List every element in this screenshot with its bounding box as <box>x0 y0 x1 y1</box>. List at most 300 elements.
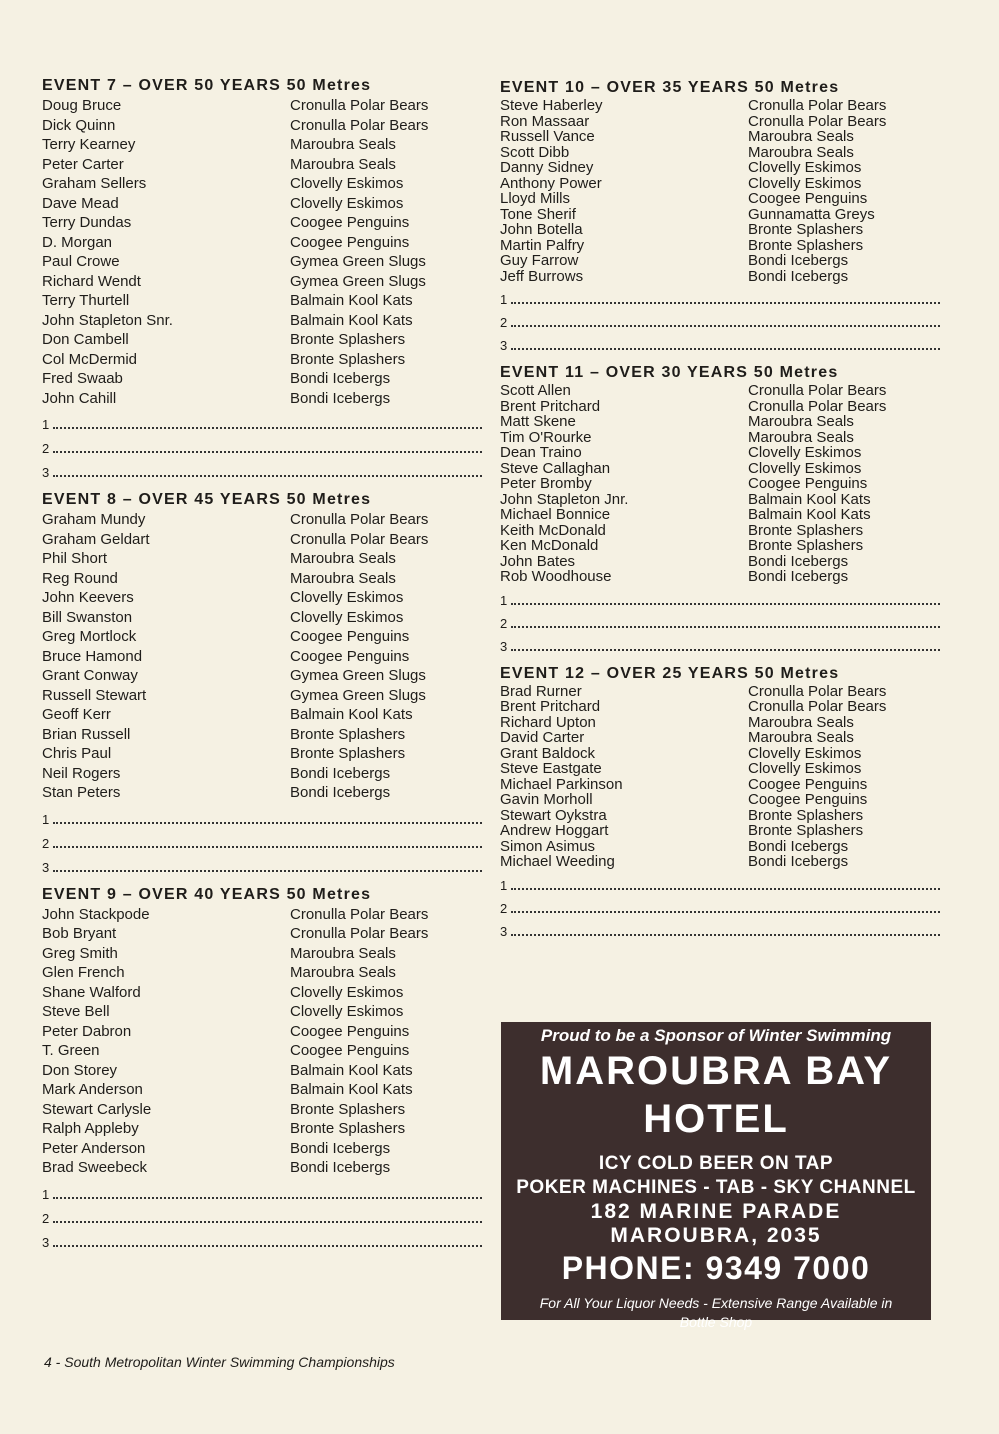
entrant-row <box>42 1002 482 1022</box>
entrant-row <box>500 269 940 285</box>
entrant-club: Bronte Splashers <box>748 222 864 238</box>
placing-line <box>500 307 940 330</box>
entrant-row <box>500 253 940 269</box>
entrant-row <box>500 554 940 570</box>
placing-line <box>500 870 940 893</box>
placing-blank <box>53 845 482 848</box>
entrant-name: Don Cambell <box>42 331 129 348</box>
entrant-club: Balmain Kool Kats <box>290 706 413 723</box>
entrant-row <box>42 744 482 764</box>
ad-phone: PHONE: 9349 7000 <box>561 1250 871 1286</box>
entrant-club: Balmain Kool Kats <box>290 1081 413 1098</box>
entrant-name: Doug Bruce <box>42 97 122 114</box>
entrant-name: Geoff Kerr <box>42 706 111 723</box>
entrant-name: David Carter <box>500 730 585 746</box>
entrant-row <box>500 746 940 762</box>
entrant-name: Peter Carter <box>42 155 124 173</box>
hotel-advertisement <box>501 1022 931 1330</box>
entrant-club: Coogee Penguins <box>748 191 868 207</box>
entrant-club: Clovelly Eskimos <box>290 1003 404 1020</box>
entrant-club: Gymea Green Slugs <box>290 253 426 270</box>
entrant-club: Maroubra Seals <box>290 155 396 173</box>
entrant-club: Cronulla Polar Bears <box>290 511 429 528</box>
entrant-name: Grant Baldock <box>500 745 596 761</box>
entrant-row <box>500 854 940 870</box>
entrant-name: Danny Sidney <box>500 160 594 176</box>
entrant-club: Clovelly Eskimos <box>290 608 404 626</box>
entrant-club: Bronte Splashers <box>748 807 864 823</box>
entrant-club: Maroubra Seals <box>290 964 396 981</box>
entrant-name: Graham Mundy <box>42 511 146 528</box>
event-section <box>42 76 482 480</box>
entrant-row <box>42 1041 482 1061</box>
entrant-row <box>42 389 482 409</box>
entrant-club: Coogee Penguins <box>290 647 410 665</box>
entrant-name: John Botella <box>500 222 583 238</box>
entrant-club: Coogee Penguins <box>290 233 410 251</box>
ad-hotel-name-line1: MAROUBRA BAY <box>539 1049 893 1093</box>
entrant-name: Keith McDonald <box>500 522 606 538</box>
entrant-row <box>42 116 482 136</box>
event-title: EVENT 8 – OVER 45 YEARS 50 Metres <box>42 491 372 508</box>
entrant-name: Brad Rurner <box>500 683 582 699</box>
placing-line <box>42 432 482 456</box>
entrant-name: Michael Weeding <box>500 854 615 870</box>
entrant-club: Maroubra Seals <box>748 714 854 730</box>
entrant-row <box>500 191 940 207</box>
entrant-name: Ralph Appleby <box>42 1120 139 1137</box>
entrant-name: Russell Stewart <box>42 686 147 704</box>
placing-line <box>500 330 940 353</box>
entrant-club: Clovelly Eskimos <box>290 589 404 606</box>
entrant-name: John Stapleton Jnr. <box>500 491 629 507</box>
entrant-name: Steve Eastgate <box>500 761 602 777</box>
entrant-club: Maroubra Seals <box>290 944 396 962</box>
placing-blank <box>511 347 940 350</box>
entrant-name: Gavin Morholl <box>500 792 593 808</box>
entrant-club: Coogee Penguins <box>290 1022 410 1040</box>
placing-line <box>42 1202 482 1226</box>
event-title: EVENT 9 – OVER 40 YEARS 50 Metres <box>42 885 372 903</box>
placing-number: 1 <box>500 592 508 608</box>
entrant-name: T. Green <box>42 1042 100 1059</box>
entrant-name: Terry Dundas <box>42 214 132 231</box>
entrant-row <box>500 808 940 824</box>
ad-footnote: For All Your Liquor Needs - Extensive Range Available in Bottle Shop <box>539 1295 893 1330</box>
entrant-club: Bondi Icebergs <box>748 253 849 269</box>
entrant-club: Cronulla Polar Bears <box>290 905 429 923</box>
entrant-row <box>42 686 482 706</box>
entrant-row <box>500 399 940 415</box>
entrant-club: Cronulla Polar Bears <box>748 98 887 114</box>
entrant-row <box>42 510 482 530</box>
entrant-name: Greg Smith <box>42 944 118 962</box>
entrant-name: Steve Haberley <box>500 98 603 114</box>
entrant-row <box>42 194 482 214</box>
placing-number: 3 <box>42 1234 50 1250</box>
entrant-row <box>42 725 482 745</box>
ad-services-line: POKER MACHINES - TAB - SKY CHANNEL <box>516 1177 916 1198</box>
event-gap <box>42 480 482 490</box>
entrant-club: Maroubra Seals <box>748 144 854 160</box>
entrant-name: John Keevers <box>42 589 134 606</box>
entrant-row <box>500 792 940 808</box>
entrant-name: Anthony Power <box>500 175 602 191</box>
entrant-club: Cronulla Polar Bears <box>748 683 887 699</box>
entrant-name: Stan Peters <box>42 784 121 801</box>
entrant-row <box>42 135 482 155</box>
entrant-row <box>500 129 940 145</box>
entrant-row <box>42 155 482 175</box>
event-section <box>42 490 482 875</box>
placing-number: 3 <box>500 338 508 353</box>
entrant-name: Guy Farrow <box>500 253 579 269</box>
entrant-row <box>500 492 940 508</box>
entrant-name: Col McDermid <box>42 350 138 368</box>
entrant-row <box>42 905 482 925</box>
entrant-row <box>500 430 940 446</box>
entrant-name: John Stapleton Snr. <box>42 311 173 329</box>
entrant-row <box>500 383 940 399</box>
entrant-name: D. Morgan <box>42 233 113 251</box>
entrant-club: Coogee Penguins <box>290 1042 410 1059</box>
placing-blank <box>53 1196 482 1199</box>
entrant-club: Bondi Icebergs <box>290 1139 391 1157</box>
placing-line <box>42 1178 482 1202</box>
entrant-row <box>42 1139 482 1159</box>
entrant-club: Gunnamatta Greys <box>748 206 875 222</box>
placing-number: 2 <box>500 615 508 631</box>
event-title: EVENT 10 – OVER 35 YEARS 50 Metres <box>500 79 840 96</box>
entrant-club: Bondi Icebergs <box>748 553 849 569</box>
entrant-row <box>500 730 940 746</box>
placing-number: 3 <box>500 923 508 939</box>
entrant-row <box>42 350 482 370</box>
event-gap <box>500 353 940 363</box>
placing-number: 1 <box>500 292 508 307</box>
entrant-name: Richard Upton <box>500 714 596 730</box>
placing-blank <box>53 474 482 477</box>
entrant-name: Russell Vance <box>500 129 595 145</box>
entrant-club: Cronulla Polar Bears <box>290 925 429 942</box>
entrant-club: Clovelly Eskimos <box>748 160 862 176</box>
entrant-club: Maroubra Seals <box>748 429 854 445</box>
entrant-row <box>500 98 940 114</box>
entrant-row <box>42 1080 482 1100</box>
entrant-club: Cronulla Polar Bears <box>748 398 887 414</box>
entrant-club: Bondi Icebergs <box>290 389 391 407</box>
placing-line <box>500 284 940 307</box>
entrant-club: Cronulla Polar Bears <box>748 113 887 129</box>
entrant-row <box>500 238 940 254</box>
placing-blank <box>511 648 940 651</box>
entrant-name: Tim O'Rourke <box>500 429 592 445</box>
placing-blank <box>511 324 940 327</box>
entrant-name: Dick Quinn <box>42 116 116 134</box>
event-gap <box>42 875 482 885</box>
entrant-name: Terry Kearney <box>42 136 136 153</box>
entrant-row <box>500 715 940 731</box>
entrant-row <box>42 1100 482 1120</box>
entrant-club: Bondi Icebergs <box>748 268 849 284</box>
placing-line <box>42 408 482 432</box>
event-title: EVENT 12 – OVER 25 YEARS 50 Metres <box>500 664 840 682</box>
entrant-club: Balmain Kool Kats <box>748 507 871 523</box>
entrant-club: Bronte Splashers <box>290 745 406 762</box>
entrant-name: Ron Massaar <box>500 113 590 129</box>
placing-blank <box>53 426 482 429</box>
entrant-row <box>42 627 482 647</box>
entrant-club: Bronte Splashers <box>748 522 864 538</box>
entrant-row <box>500 445 940 461</box>
entrant-club: Gymea Green Slugs <box>290 686 426 704</box>
entrant-row <box>42 272 482 292</box>
entrant-club: Bronte Splashers <box>748 538 864 554</box>
entrant-row <box>42 330 482 350</box>
entrant-club: Bondi Icebergs <box>290 784 391 801</box>
entrant-name: Stewart Oykstra <box>500 807 607 823</box>
entrant-club: Balmain Kool Kats <box>290 1061 413 1079</box>
placing-blank <box>511 933 940 936</box>
entrant-name: Fred Swaab <box>42 370 123 387</box>
ad-hotel-name-line2: HOTEL <box>643 1097 789 1141</box>
entrant-row <box>500 569 940 585</box>
entrant-name: Andrew Hoggart <box>500 823 609 839</box>
placing-blank <box>511 887 940 890</box>
placing-blank <box>511 910 940 913</box>
entrant-row <box>500 145 940 161</box>
entrant-row <box>500 538 940 554</box>
entrant-name: Neil Rogers <box>42 764 121 782</box>
entrant-club: Bronte Splashers <box>748 237 864 253</box>
entrant-row <box>42 96 482 116</box>
entrant-row <box>500 523 940 539</box>
entrant-name: Ken McDonald <box>500 538 599 554</box>
entrant-club: Maroubra Seals <box>748 129 854 145</box>
event-title: EVENT 11 – OVER 30 YEARS 50 Metres <box>500 364 839 381</box>
placing-blank <box>53 1244 482 1247</box>
entrant-row <box>42 233 482 253</box>
placing-line <box>500 916 940 939</box>
entrant-name: Lloyd Mills <box>500 191 571 207</box>
entrant-club: Maroubra Seals <box>290 550 396 567</box>
entrant-club: Bronte Splashers <box>290 725 406 743</box>
entrant-name: Bob Bryant <box>42 925 117 942</box>
event-section <box>42 885 482 1250</box>
entrant-club: Balmain Kool Kats <box>748 491 871 507</box>
entrant-name: Brent Pritchard <box>500 398 601 414</box>
placing-blank <box>53 450 482 453</box>
entrant-name: Michael Bonnice <box>500 507 611 523</box>
entrant-club: Coogee Penguins <box>290 628 410 645</box>
entrant-club: Cronulla Polar Bears <box>748 383 887 399</box>
entrant-club: Clovelly Eskimos <box>748 175 862 191</box>
event-section <box>500 363 940 654</box>
placing-number: 2 <box>500 900 508 916</box>
entrant-club: Bondi Icebergs <box>748 838 849 854</box>
entrant-row <box>42 608 482 628</box>
entrant-name: John Stackpode <box>42 905 150 923</box>
placing-line <box>500 893 940 916</box>
entrant-name: John Bates <box>500 553 576 569</box>
placing-blank <box>511 625 940 628</box>
entrant-club: Coogee Penguins <box>748 476 868 492</box>
entrant-row <box>42 569 482 589</box>
entrant-row <box>42 783 482 803</box>
entrant-row <box>42 213 482 233</box>
entrant-row <box>42 705 482 725</box>
placing-number: 1 <box>42 1186 50 1202</box>
entrant-row <box>42 1061 482 1081</box>
entrant-row <box>500 699 940 715</box>
entrant-club: Maroubra Seals <box>748 414 854 430</box>
entrant-row <box>42 666 482 686</box>
entrant-row <box>500 114 940 130</box>
ad-beer-line: ICY COLD BEER ON TAP <box>598 1153 834 1174</box>
entrant-name: Shane Walford <box>42 983 141 1001</box>
placing-number: 3 <box>42 859 50 875</box>
entrant-name: Martin Palfry <box>500 237 585 253</box>
placing-line <box>500 608 940 631</box>
entrant-row <box>42 1022 482 1042</box>
entrant-club: Bondi Icebergs <box>290 764 391 782</box>
entrant-row <box>500 777 940 793</box>
entrant-name: Scott Allen <box>500 383 571 399</box>
placing-blank <box>53 1220 482 1223</box>
entrant-name: Matt Skene <box>500 414 576 430</box>
placing-line <box>42 803 482 827</box>
ad-tagline: Proud to be a Sponsor of Winter Swimming <box>540 1026 892 1045</box>
entrant-name: Reg Round <box>42 569 118 587</box>
entrant-name: Brian Russell <box>42 725 131 743</box>
entrant-name: Dean Traino <box>500 445 582 461</box>
entrant-club: Coogee Penguins <box>290 214 410 231</box>
placing-number: 1 <box>42 417 50 432</box>
entrant-name: Graham Sellers <box>42 175 147 192</box>
placing-blank <box>511 602 940 605</box>
entrant-club: Bronte Splashers <box>748 823 864 839</box>
entrant-row <box>42 764 482 784</box>
entrant-club: Cronulla Polar Bears <box>748 699 887 715</box>
entrant-name: Chris Paul <box>42 745 112 762</box>
event-gap <box>500 654 940 664</box>
entrant-club: Clovelly Eskimos <box>748 445 862 461</box>
entrant-row <box>500 823 940 839</box>
entrant-name: Bill Swanston <box>42 608 133 626</box>
entrant-row <box>42 983 482 1003</box>
entrant-club: Bondi Icebergs <box>748 854 849 870</box>
entrant-row <box>42 588 482 608</box>
entrant-club: Cronulla Polar Bears <box>290 530 429 548</box>
entrant-row <box>500 222 940 238</box>
placing-blank <box>53 869 482 872</box>
placing-line <box>42 851 482 875</box>
entrant-club: Clovelly Eskimos <box>748 761 862 777</box>
entrant-name: Michael Parkinson <box>500 776 623 792</box>
entrant-row <box>42 291 482 311</box>
entrant-name: Simon Asimus <box>500 838 596 854</box>
page-footer: 4 - South Metropolitan Winter Swimming Championships <box>44 1354 395 1370</box>
placing-blank <box>53 821 482 824</box>
entrant-row <box>500 476 940 492</box>
entrant-club: Maroubra Seals <box>748 730 854 746</box>
placing-number: 2 <box>42 1210 50 1226</box>
entrant-club: Maroubra Seals <box>290 136 396 153</box>
entrant-club: Clovelly Eskimos <box>748 745 862 761</box>
entrant-club: Gymea Green Slugs <box>290 667 426 684</box>
placing-line <box>500 631 940 654</box>
entrant-name: Greg Mortlock <box>42 628 137 645</box>
entrant-name: Don Storey <box>42 1061 118 1079</box>
entrant-name: Graham Geldart <box>42 530 150 548</box>
entrant-row <box>500 414 940 430</box>
event-title: EVENT 7 – OVER 50 YEARS 50 Metres <box>42 77 372 94</box>
entrant-club: Maroubra Seals <box>290 569 396 587</box>
entrant-club: Clovelly Eskimos <box>290 194 404 212</box>
entrant-club: Clovelly Eskimos <box>290 983 404 1001</box>
entrant-row <box>500 207 940 223</box>
entrant-row <box>500 160 940 176</box>
entrant-row <box>500 461 940 477</box>
entrant-name: Terry Thurtell <box>42 292 130 309</box>
entrant-name: Rob Woodhouse <box>500 569 612 585</box>
entrant-name: Peter Bromby <box>500 476 592 492</box>
entrant-row <box>500 176 940 192</box>
entrant-club: Cronulla Polar Bears <box>290 116 429 134</box>
entrant-row <box>500 839 940 855</box>
entrant-name: Peter Dabron <box>42 1022 132 1040</box>
event-section <box>500 78 940 353</box>
entrant-row <box>42 549 482 569</box>
placing-number: 3 <box>42 465 50 480</box>
entrant-club: Coogee Penguins <box>748 792 868 808</box>
entrant-name: Scott Dibb <box>500 144 570 160</box>
entrant-name: Dave Mead <box>42 194 119 212</box>
entrant-row <box>42 1158 482 1178</box>
placing-number: 2 <box>42 835 50 851</box>
entrant-name: Steve Bell <box>42 1003 110 1020</box>
placing-number: 2 <box>500 315 508 330</box>
placing-line <box>42 827 482 851</box>
entrant-name: Richard Wendt <box>42 272 141 290</box>
entrant-name: Jeff Burrows <box>500 268 584 284</box>
entrant-row <box>42 530 482 550</box>
entrant-name: John Cahill <box>42 389 117 407</box>
entrant-row <box>42 963 482 983</box>
entrant-row <box>42 924 482 944</box>
placing-line <box>42 456 482 480</box>
ad-address-line1: 182 MARINE PARADE <box>590 1200 842 1223</box>
entrant-club: Balmain Kool Kats <box>290 311 413 329</box>
entrant-name: Brent Pritchard <box>500 699 601 715</box>
entrant-name: Tone Sherif <box>500 206 576 222</box>
entrant-club: Gymea Green Slugs <box>290 272 426 290</box>
entrant-name: Peter Anderson <box>42 1139 146 1157</box>
placing-number: 3 <box>500 638 508 654</box>
ad-address-line2: MAROUBRA, 2035 <box>610 1224 822 1247</box>
entrant-row <box>42 369 482 389</box>
entrant-club: Cronulla Polar Bears <box>290 97 429 114</box>
entrant-row <box>42 252 482 272</box>
placing-number: 1 <box>42 811 50 827</box>
placing-blank <box>511 301 940 304</box>
entrant-name: Brad Sweebeck <box>42 1159 148 1176</box>
entrant-club: Bondi Icebergs <box>290 1159 391 1176</box>
right-column <box>500 78 940 939</box>
entrant-club: Bondi Icebergs <box>290 370 391 387</box>
entrant-name: Grant Conway <box>42 667 138 684</box>
entrant-name: Steve Callaghan <box>500 460 611 476</box>
